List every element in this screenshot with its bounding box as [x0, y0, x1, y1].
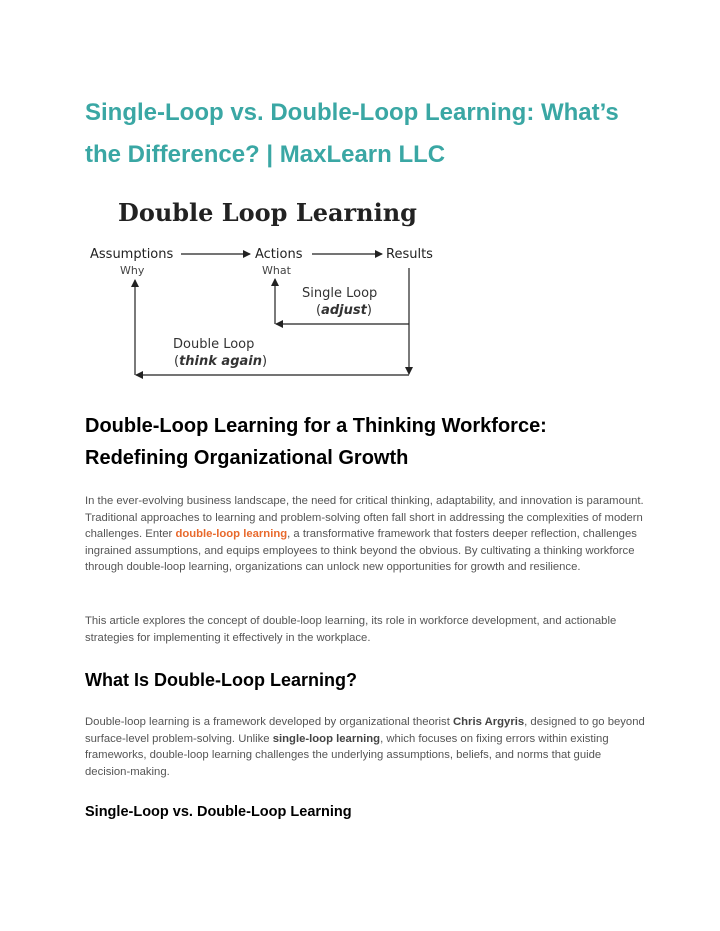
section-heading-single-vs-double: Single-Loop vs. Double-Loop Learning	[85, 804, 352, 820]
double-loop-learning-link[interactable]: double-loop learning	[175, 528, 288, 540]
single-loop-learning-bold: single-loop learning	[272, 732, 381, 745]
intro-paragraph: In the ever-evolving business landscape, the need for critical thinking, adaptability, and innovation is paramount. Traditional approaches to learning and problem-solving often fall short in addressing the complexities of modern challenges. Enter double-loop learning, a transformative framework that fosters deeper reflection, challenges ingrained assumptions, and equips employees to think beyond the obvious. By cultivating a thinking workforce through double-loop learning, organizations can unlock new opportunities for growth and resilience.	[85, 495, 644, 573]
section-heading-thinking-workforce: Double-Loop Learning for a Thinking Workforce: Redefining Organizational Growth	[85, 415, 547, 469]
chris-argyris-bold: Chris Argyris	[453, 716, 525, 728]
double-loop-sublabel: (think again)	[174, 354, 268, 369]
node-actions-sub: What	[262, 264, 291, 277]
definition-paragraph: Double-loop learning is a framework developed by organizational theorist Chris Argyris, designed to go beyond surface-level problem-solving. Unlike single-loop learning, which focuses on fixing errors within existing frameworks, double-loop learning challenges the underlying assumptions, beliefs, and norms that guide decision-making.	[85, 716, 645, 778]
article-scope-paragraph: This article explores the concept of double-loop learning, its role in workforce development, and actionable strategies for implementing it effectively in the workplace.	[85, 615, 617, 644]
diagram-title: Double Loop Learning	[118, 198, 417, 227]
single-loop-sublabel: (adjust)	[316, 303, 372, 318]
section-heading-what-is: What Is Double-Loop Learning?	[85, 670, 357, 690]
node-assumptions-sub: Why	[120, 264, 145, 277]
node-actions: Actions	[255, 247, 303, 262]
node-results: Results	[386, 247, 433, 262]
double-loop-diagram	[84, 196, 454, 386]
single-loop-label: Single Loop	[302, 286, 378, 301]
double-loop-label: Double Loop	[173, 337, 255, 352]
node-assumptions: Assumptions	[90, 247, 174, 262]
page-title: Single-Loop vs. Double-Loop Learning: What’s the Difference? | MaxLearn LLC	[85, 99, 619, 168]
